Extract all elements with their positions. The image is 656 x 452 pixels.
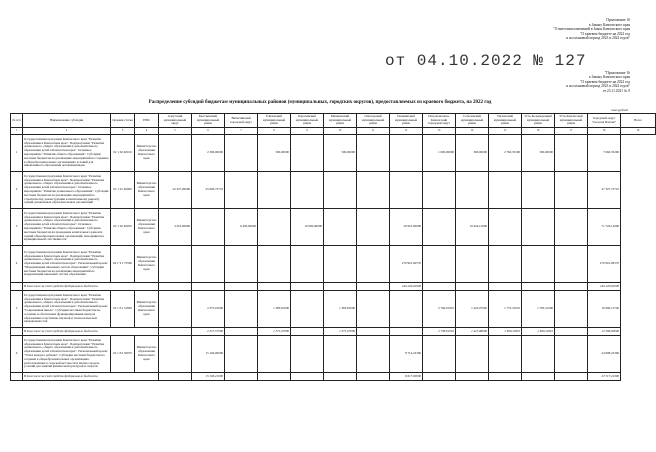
amount-cell	[225, 135, 258, 172]
amount-cell: 29 910,00000	[390, 209, 423, 246]
amount-cell: 15 194,00000	[192, 336, 225, 373]
amount-cell: 3 210,00000	[159, 209, 192, 246]
row-number: 2	[11, 172, 23, 209]
amount-cell	[555, 135, 588, 172]
column-number: 4	[135, 128, 159, 135]
amount-cell: 1 413,08000	[456, 328, 489, 336]
amount-cell	[291, 172, 324, 209]
column-number: 11	[357, 128, 390, 135]
row-number: 6	[11, 336, 23, 373]
amount-cell: 24 908,22360	[588, 336, 621, 373]
column-number: 17	[555, 128, 588, 135]
column-header: Целевая статья	[111, 114, 135, 128]
amount-cell	[324, 373, 357, 381]
amount-cell: 23 717,21000	[588, 373, 621, 381]
amount-cell	[357, 135, 390, 172]
column-number: 12	[390, 128, 423, 135]
subsidy-description: Государственная программа Камчатского края "Развитие образования в Камчатском крае". Подпрограмма "Развитие дошкольного, общего образования и дополнительного образования детей в Камчатском крае". Региональный проект "Современная школа". Субсидии местным бюджетам на создание и обеспечение функционирования центров образования естественно-научной и технологической направленностей	[23, 291, 111, 328]
column-number: 7	[225, 128, 258, 135]
subsidy-description: Государственная программа Камчатского края "Развитие образования в Камчатском крае". Подпрограмма "Развитие дошкольного, общего образования и дополнительного образования детей в Камчатском крае". Основное мероприятие "Развитие общего образования". Субсидии местным бюджетам на проведение капитального ремонта зданий общеобразовательных организаций, находящихся в муниципальной собственности	[23, 209, 111, 246]
header-line: "О краевом бюджете на 2022 год	[580, 31, 630, 36]
target-article: 02 1 Y1 75500	[111, 246, 135, 283]
amount-cell	[324, 283, 357, 291]
column-number: 16	[522, 128, 555, 135]
amount-cell: 2 738,91010	[423, 328, 456, 336]
column-header: Пенжинский муниципальный район	[390, 114, 423, 128]
date-stamp: от 04.10.2022 № 127	[385, 52, 587, 70]
amount-cell	[522, 373, 555, 381]
row-number	[11, 283, 23, 291]
amount-cell	[456, 336, 489, 373]
amount-cell	[159, 328, 192, 336]
amount-cell: 300,00000	[456, 135, 489, 172]
header-line: "О внесении изменений в Закон Камчатского края	[553, 27, 630, 31]
column-header: Быстринский муниципальный район	[192, 114, 225, 128]
amount-cell	[225, 291, 258, 328]
grbs-cell: Министерство образования Камчатского края	[135, 291, 159, 328]
subsidy-table	[10, 113, 656, 381]
amount-cell: 1 383,81000	[324, 291, 357, 328]
amount-cell	[225, 373, 258, 381]
amount-cell	[192, 283, 225, 291]
amount-cell	[225, 328, 258, 336]
amount-cell: 1 423,07920	[456, 291, 489, 328]
table-row	[11, 209, 656, 246]
column-number: 8	[258, 128, 291, 135]
amount-cell: 12 596,00000	[588, 328, 621, 336]
amount-cell	[357, 328, 390, 336]
amount-cell	[489, 172, 522, 209]
grbs-cell: Министерство образования Камчатского края	[135, 172, 159, 209]
amount-cell: 47 327,72710	[588, 172, 621, 209]
amount-cell	[456, 172, 489, 209]
amount-cell	[324, 209, 357, 246]
federal-share-row	[11, 373, 656, 381]
amount-cell	[258, 283, 291, 291]
amount-cell	[291, 328, 324, 336]
amount-cell	[390, 291, 423, 328]
target-article: 02 1 E2 50970	[111, 336, 135, 373]
target-article: 02 1 01 40060	[111, 172, 135, 209]
amount-cell	[555, 291, 588, 328]
column-header: Всего	[621, 114, 656, 128]
federal-share-row	[11, 283, 656, 291]
amount-cell	[192, 209, 225, 246]
amount-cell	[357, 246, 390, 283]
amount-cell: 249 229,92000	[588, 283, 621, 291]
column-header: Карагинский муниципальный район	[291, 114, 324, 128]
header-line: Приложение 16	[606, 18, 630, 22]
amount-cell: 1 000,00000	[423, 135, 456, 172]
amount-cell	[357, 172, 390, 209]
amount-cell	[159, 336, 192, 373]
amount-cell	[324, 246, 357, 283]
amount-cell	[423, 283, 456, 291]
amount-cell	[357, 283, 390, 291]
grbs-cell: Министерство образования Камчатского края	[135, 246, 159, 283]
amount-cell	[489, 209, 522, 246]
column-header: Олюторский муниципальный район	[357, 114, 390, 128]
amount-cell	[555, 336, 588, 373]
header-line: к Закону Камчатского края	[589, 22, 630, 27]
amount-cell	[357, 291, 390, 328]
amount-cell	[390, 328, 423, 336]
amount-cell: 500,00000	[324, 135, 357, 172]
table-row	[11, 135, 656, 172]
amount-cell	[192, 246, 225, 283]
column-number: 5	[159, 128, 192, 135]
column-header: Алеутский муниципальный округ	[159, 114, 192, 128]
amount-cell	[423, 246, 456, 283]
row-number: 1	[11, 135, 23, 172]
amount-cell: 8 617,00000	[390, 373, 423, 381]
amount-cell	[390, 172, 423, 209]
row-number: 5	[11, 291, 23, 328]
amount-cell: 1 690,11810	[489, 328, 522, 336]
amount-cell	[357, 209, 390, 246]
amount-cell	[456, 283, 489, 291]
column-number: 19	[621, 128, 656, 135]
amount-cell	[555, 209, 588, 246]
amount-cell	[522, 246, 555, 283]
amount-cell	[291, 373, 324, 381]
column-header: № п/п	[11, 114, 23, 128]
amount-cell: 25 000,72710	[192, 172, 225, 209]
column-number: 9	[291, 128, 324, 135]
column-number: 6	[192, 128, 225, 135]
header-line: к Закону Камчатского края	[589, 75, 630, 79]
amount-cell	[159, 246, 192, 283]
unit-note: тыс.рублей	[611, 108, 628, 112]
column-number: 18	[588, 128, 621, 135]
amount-cell: 249 229,92000	[390, 283, 423, 291]
amount-cell: 15 100,21000	[192, 373, 225, 381]
column-number-row	[11, 128, 656, 135]
column-header: Тигильский муниципальный район	[489, 114, 522, 128]
amount-cell	[291, 336, 324, 373]
amount-cell	[159, 283, 192, 291]
grbs-cell: Министерство образования Камчатского края	[135, 135, 159, 172]
amount-cell	[324, 172, 357, 209]
amount-cell: 19 454,12000	[456, 209, 489, 246]
column-header: Наименование субсидии	[23, 114, 111, 128]
amount-cell	[258, 172, 291, 209]
target-article: 02 1 02 40050	[111, 209, 135, 246]
header-line: и на плановый период 2023 и 2024 годов"	[566, 84, 630, 88]
amount-cell	[291, 291, 324, 328]
amount-cell	[555, 172, 588, 209]
amount-cell: 1 371,97000	[258, 328, 291, 336]
amount-cell: 1 383,81000	[258, 291, 291, 328]
grbs-cell: Министерство образования Камчатского края	[135, 336, 159, 373]
amount-cell: 22 327,00000	[159, 172, 192, 209]
table-header-row	[11, 114, 656, 128]
column-header: ГРБС	[135, 114, 159, 128]
amount-cell	[390, 135, 423, 172]
amount-cell	[258, 246, 291, 283]
amount-cell: 1 783,31900	[522, 291, 555, 328]
column-header: Петропавловск-Камчатский городской округ	[423, 114, 456, 128]
amount-cell: 71 724,12000	[588, 209, 621, 246]
column-number: 14	[456, 128, 489, 135]
subsidy-description: Государственная программа Камчатского края "Развитие образования в Камчатском крае". Подпрограмма "Развитие дошкольного, общего образования и дополнительного образования детей в Камчатском крае". Региональный проект "Модернизация школьных систем образования". Субсидии местным бюджетам на реализацию мероприятий по модернизации школьных систем образования	[23, 246, 111, 283]
amount-cell	[522, 336, 555, 373]
amount-cell	[291, 283, 324, 291]
amount-cell	[456, 246, 489, 283]
amount-cell	[423, 373, 456, 381]
amount-cell	[225, 172, 258, 209]
column-header: Вилючинский городской округ	[225, 114, 258, 128]
amount-cell	[357, 336, 390, 373]
row-number: 3	[11, 209, 23, 246]
amount-cell	[225, 336, 258, 373]
amount-cell	[555, 328, 588, 336]
column-header: Соболевский муниципальный район	[456, 114, 489, 128]
header-line: от 23.11.2021 № 9	[602, 88, 630, 93]
amount-cell: 7 660,35290	[588, 135, 621, 172]
column-number: 10	[324, 128, 357, 135]
amount-cell	[291, 246, 324, 283]
subsidy-description: Государственная программа Камчатского края "Развитие образования в Камчатском крае". Подпрограмма "Развитие дошкольного, общего образования и дополнительного образования детей в Камчатском крае". Основное мероприятие "Развитие общего образования". Субсидии местным бюджетам на реализацию мероприятий по созданию в общеобразовательных организациях условий для инклюзивного образования детей-инвалидов	[23, 135, 111, 172]
amount-cell	[522, 209, 555, 246]
amount-cell	[489, 246, 522, 283]
target-article: 02 1 02 40010	[111, 135, 135, 172]
amount-cell	[555, 246, 588, 283]
amount-cell: 300,00000	[522, 135, 555, 172]
amount-cell	[225, 283, 258, 291]
amount-cell	[489, 283, 522, 291]
amount-cell: 10 000,00000	[291, 209, 324, 246]
amount-cell	[522, 283, 555, 291]
amount-cell	[423, 336, 456, 373]
amount-cell	[159, 373, 192, 381]
subsidy-description: Государственная программа Камчатского края "Развитие образования в Камчатском крае". Подпрограмма "Развитие дошкольного, общего образования и дополнительного образования детей в Камчатском крае". Региональный проект "Успех каждого ребенка". Субсидии местным бюджетам на создание в общеобразовательных организациях, расположенных в сельской местности и малых городах, условий для занятий физической культурой и спортом	[23, 336, 111, 373]
target-article: 02 1 E1 51690	[111, 291, 135, 328]
column-number: 2	[23, 128, 111, 135]
amount-cell: 270 901,00570	[390, 246, 423, 283]
amount-cell: 2 760,35290	[489, 135, 522, 172]
column-header: Елизовский муниципальный район	[258, 114, 291, 128]
amount-cell: 2 327,57500	[192, 328, 225, 336]
amount-cell	[489, 373, 522, 381]
row-number	[11, 373, 23, 381]
amount-cell	[423, 209, 456, 246]
subsidy-description: Государственная программа Камчатского края "Развитие образования в Камчатском крае". Подпрограмма "Развитие дошкольного, общего образования и дополнительного образования детей в Камчатском крае". Основное мероприятие "Развитие дошкольного образования". Субсидии местным бюджетам на реализацию мероприятий по строительству, реконструкции и капитальному ремонту зданий дошкольных образовательных организаций	[23, 172, 111, 209]
federal-share-row	[11, 328, 656, 336]
header-line: и на плановый период 2023 и 2024 годов"	[566, 36, 630, 40]
table-row	[11, 246, 656, 283]
amount-cell	[159, 135, 192, 172]
amount-cell: 2 766,91910	[423, 291, 456, 328]
table-row	[11, 336, 656, 373]
header-line: "Приложение 16	[604, 70, 630, 75]
amount-cell	[489, 336, 522, 373]
amount-cell	[258, 373, 291, 381]
header-line: "О краевом бюджете на 2022 год	[580, 79, 630, 84]
amount-cell: 2 300,00000	[192, 135, 225, 172]
row-number	[11, 328, 23, 336]
amount-cell	[324, 336, 357, 373]
column-number: 15	[489, 128, 522, 135]
column-header: Мильковский муниципальный район	[324, 114, 357, 128]
amount-cell	[555, 373, 588, 381]
column-number: 1	[11, 128, 23, 135]
subsidy-description: В том числе за счет средств федерального бюджета	[23, 328, 159, 336]
amount-cell: 270 901,00570	[588, 246, 621, 283]
column-header: Городской округ "поселок Палана"	[588, 114, 621, 128]
amount-cell	[522, 172, 555, 209]
amount-cell	[456, 373, 489, 381]
table-row	[11, 172, 656, 209]
amount-cell: 2 375,91000	[192, 291, 225, 328]
amount-cell	[258, 209, 291, 246]
amount-cell: 6 450,00000	[225, 209, 258, 246]
amount-cell	[159, 291, 192, 328]
column-number: 3	[111, 128, 135, 135]
column-number: 13	[423, 128, 456, 135]
subsidy-description: В том числе за счет средств федерального бюджета	[23, 283, 159, 291]
column-header: Усть-Камчатский муниципальный район	[555, 114, 588, 128]
amount-cell: 1 371,97000	[324, 328, 357, 336]
amount-cell	[225, 246, 258, 283]
table-row	[11, 291, 656, 328]
grbs-cell: Министерство образования Камчатского края	[135, 209, 159, 246]
amount-cell	[258, 336, 291, 373]
amount-cell: 1 690,11810	[522, 328, 555, 336]
amount-cell: 1 773,31010	[489, 291, 522, 328]
amount-cell: 500,00000	[258, 135, 291, 172]
document-title: Распределение субсидий бюджетам муниципальных районов (муниципальных, городских округов), предоставляемых из краевого бюджета, на 2022 год	[148, 100, 492, 105]
amount-cell	[423, 172, 456, 209]
amount-cell	[357, 373, 390, 381]
amount-cell: 8 714,22360	[390, 336, 423, 373]
amount-cell	[555, 283, 588, 291]
subsidy-description: В том числе за счет средств федерального бюджета	[23, 373, 159, 381]
column-header: Усть-Большерецкий муниципальный район	[522, 114, 555, 128]
amount-cell: 10 690,15740	[588, 291, 621, 328]
row-number: 4	[11, 246, 23, 283]
amount-cell	[291, 135, 324, 172]
